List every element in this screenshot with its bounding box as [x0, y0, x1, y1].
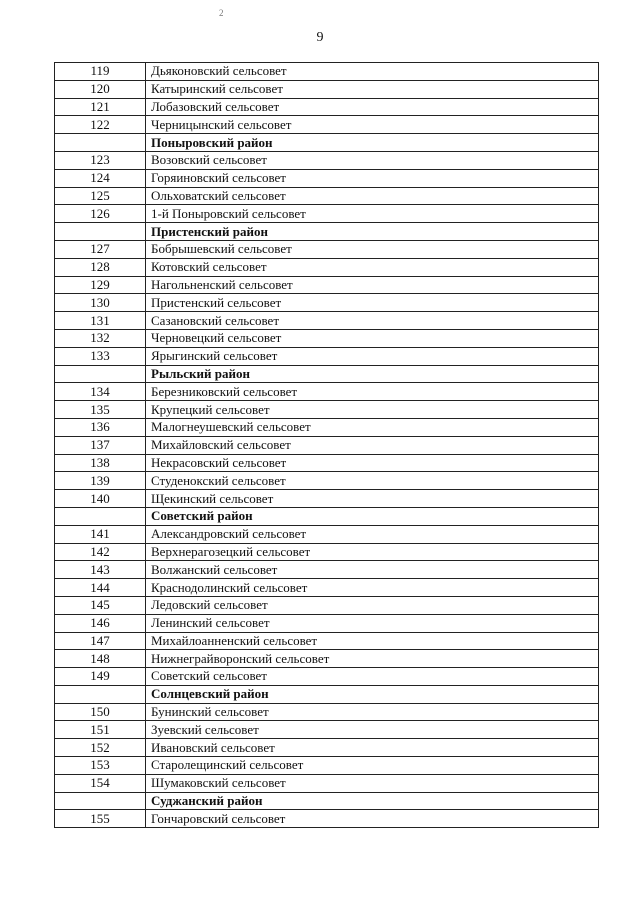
- row-number: 122: [55, 116, 146, 134]
- council-name: Волжанский сельсовет: [146, 561, 599, 579]
- council-name: Михайлоанненский сельсовет: [146, 632, 599, 650]
- table-row: [55, 240, 599, 258]
- table-row: [55, 454, 599, 472]
- district-name: Солнцевский район: [146, 685, 599, 703]
- row-number: 138: [55, 454, 146, 472]
- row-number: 119: [55, 63, 146, 81]
- council-name: Ивановский сельсовет: [146, 739, 599, 757]
- row-number: 130: [55, 294, 146, 312]
- council-name: Бобрышевский сельсовет: [146, 240, 599, 258]
- council-name: Некрасовский сельсовет: [146, 454, 599, 472]
- district-header-row: [55, 792, 599, 810]
- row-number: 140: [55, 490, 146, 508]
- table-row: [55, 276, 599, 294]
- row-number: 150: [55, 703, 146, 721]
- council-name: Нижнеграйворонский сельсовет: [146, 650, 599, 668]
- council-name: Малогнеушевский сельсовет: [146, 418, 599, 436]
- row-number: 128: [55, 258, 146, 276]
- table-row: [55, 525, 599, 543]
- table-row: [55, 436, 599, 454]
- council-name: Нагольненский сельсовет: [146, 276, 599, 294]
- council-name: Дьяконовский сельсовет: [146, 63, 599, 81]
- row-number: 129: [55, 276, 146, 294]
- row-number: 126: [55, 205, 146, 223]
- district-name: Поныровский район: [146, 134, 599, 152]
- district-header-row: [55, 685, 599, 703]
- council-name: Лобазовский сельсовет: [146, 98, 599, 116]
- council-name: Горяиновский сельсовет: [146, 169, 599, 187]
- row-number: [55, 507, 146, 525]
- council-name: 1-й Поныровский сельсовет: [146, 205, 599, 223]
- row-number: 124: [55, 169, 146, 187]
- table-row: [55, 650, 599, 668]
- council-name: Бунинский сельсовет: [146, 703, 599, 721]
- row-number: [55, 223, 146, 241]
- row-number: 153: [55, 757, 146, 775]
- table-row: [55, 543, 599, 561]
- row-number: 148: [55, 650, 146, 668]
- council-name: Старолещинский сельсовет: [146, 757, 599, 775]
- table-row: [55, 774, 599, 792]
- row-number: 132: [55, 329, 146, 347]
- table-row: [55, 757, 599, 775]
- district-header-row: [55, 507, 599, 525]
- row-number: 144: [55, 579, 146, 597]
- table-row: [55, 383, 599, 401]
- row-number: 123: [55, 151, 146, 169]
- council-name: Ленинский сельсовет: [146, 614, 599, 632]
- table-row: [55, 329, 599, 347]
- council-name: Шумаковский сельсовет: [146, 774, 599, 792]
- row-number: 136: [55, 418, 146, 436]
- table-row: [55, 668, 599, 686]
- district-header-row: [55, 365, 599, 383]
- council-name: Катыринский сельсовет: [146, 80, 599, 98]
- council-name: Верхнерагозецкий сельсовет: [146, 543, 599, 561]
- council-name: Ледовский сельсовет: [146, 596, 599, 614]
- table-row: [55, 63, 599, 81]
- council-name: Советский сельсовет: [146, 668, 599, 686]
- row-number: 152: [55, 739, 146, 757]
- row-number: 134: [55, 383, 146, 401]
- council-name: Михайловский сельсовет: [146, 436, 599, 454]
- row-number: 125: [55, 187, 146, 205]
- council-name: Крупецкий сельсовет: [146, 401, 599, 419]
- row-number: 142: [55, 543, 146, 561]
- table-row: [55, 169, 599, 187]
- row-number: 149: [55, 668, 146, 686]
- table-row: [55, 739, 599, 757]
- table-row: [55, 490, 599, 508]
- council-name: Краснодолинский сельсовет: [146, 579, 599, 597]
- council-name: Щекинский сельсовет: [146, 490, 599, 508]
- table-row: [55, 258, 599, 276]
- table-row: [55, 703, 599, 721]
- table-row: [55, 151, 599, 169]
- table-body: [55, 63, 599, 828]
- row-number: 135: [55, 401, 146, 419]
- council-name: Сазановский сельсовет: [146, 312, 599, 330]
- table-row: [55, 579, 599, 597]
- table-row: [55, 561, 599, 579]
- row-number: [55, 134, 146, 152]
- row-number: 145: [55, 596, 146, 614]
- table-row: [55, 810, 599, 828]
- district-name: Советский район: [146, 507, 599, 525]
- table-row: [55, 80, 599, 98]
- table-row: [55, 205, 599, 223]
- district-header-row: [55, 134, 599, 152]
- council-name: Березниковский сельсовет: [146, 383, 599, 401]
- table-row: [55, 187, 599, 205]
- council-name: Ярыгинский сельсовет: [146, 347, 599, 365]
- table-row: [55, 614, 599, 632]
- row-number: 137: [55, 436, 146, 454]
- page-number: 9: [316, 30, 324, 45]
- row-number: 147: [55, 632, 146, 650]
- council-name: Черницынский сельсовет: [146, 116, 599, 134]
- row-number: 121: [55, 98, 146, 116]
- row-number: 131: [55, 312, 146, 330]
- row-number: 127: [55, 240, 146, 258]
- district-name: Рыльский район: [146, 365, 599, 383]
- table-row: [55, 116, 599, 134]
- council-name: Котовский сельсовет: [146, 258, 599, 276]
- row-number: 139: [55, 472, 146, 490]
- table-row: [55, 294, 599, 312]
- council-name: Пристенский сельсовет: [146, 294, 599, 312]
- district-name: Пристенский район: [146, 223, 599, 241]
- district-header-row: [55, 223, 599, 241]
- row-number: [55, 685, 146, 703]
- table-row: [55, 632, 599, 650]
- row-number: [55, 792, 146, 810]
- council-name: Черновецкий сельсовет: [146, 329, 599, 347]
- table-row: [55, 418, 599, 436]
- scan-mark: 2: [219, 8, 224, 18]
- row-number: 141: [55, 525, 146, 543]
- row-number: 143: [55, 561, 146, 579]
- row-number: 154: [55, 774, 146, 792]
- council-name: Гончаровский сельсовет: [146, 810, 599, 828]
- row-number: 151: [55, 721, 146, 739]
- table-row: [55, 721, 599, 739]
- table-row: [55, 401, 599, 419]
- council-name: Возовский сельсовет: [146, 151, 599, 169]
- council-name: Зуевский сельсовет: [146, 721, 599, 739]
- table-row: [55, 98, 599, 116]
- council-name: Ольховатский сельсовет: [146, 187, 599, 205]
- district-name: Суджанский район: [146, 792, 599, 810]
- row-number: 133: [55, 347, 146, 365]
- row-number: [55, 365, 146, 383]
- table-row: [55, 347, 599, 365]
- table-row: [55, 312, 599, 330]
- municipalities-table: [54, 62, 599, 828]
- table-row: [55, 472, 599, 490]
- council-name: Студенокский сельсовет: [146, 472, 599, 490]
- council-name: Александровский сельсовет: [146, 525, 599, 543]
- row-number: 146: [55, 614, 146, 632]
- row-number: 155: [55, 810, 146, 828]
- row-number: 120: [55, 80, 146, 98]
- table-row: [55, 596, 599, 614]
